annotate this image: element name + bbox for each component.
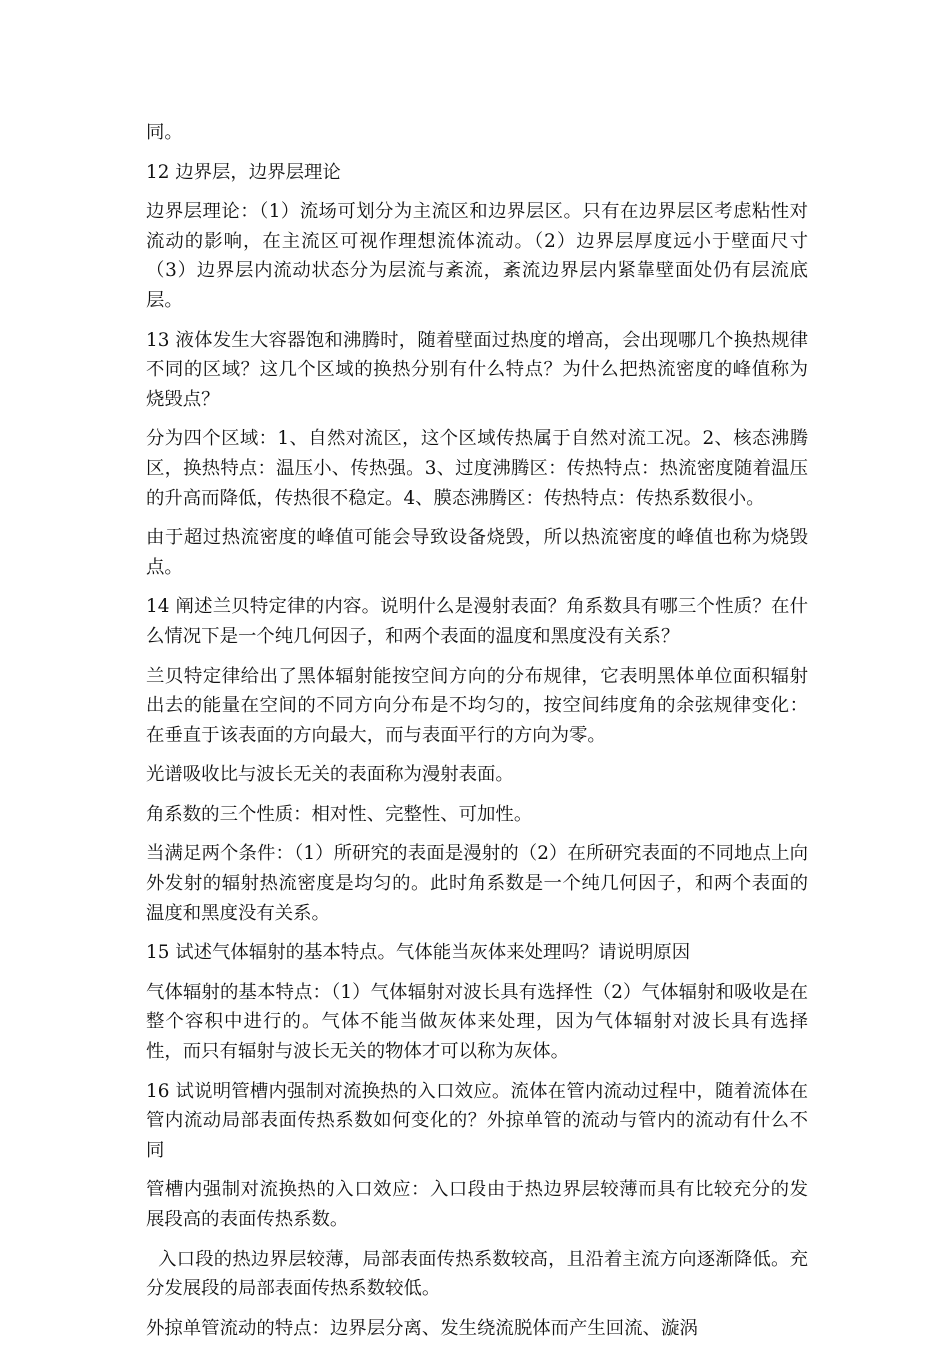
paragraph-continuation: 同。 [146,122,183,143]
answer-12-boundary-layer-theory: 边界层理论：（1）流场可划分为主流区和边界层区。只有在边界层区考虑粘性对流动的影响，在主流区可视作理想流体流动。（2）边界层厚度远小于壁面尺寸 （3）边界层内流动状态分为层流与紊流，紊流边界层内紧靠壁面处仍有层流底层。 [146,201,814,311]
answer-14-diffuse-surface: 光谱吸收比与波长无关的表面称为漫射表面。 [146,764,514,786]
answer-14-geometric-factor-conditions: 当满足两个条件：（1）所研究的表面是漫射的（2）在所研究表面的不同地点上向外发射的辐射热流密度是均匀的。此时角系数是一个纯几何因子，和两个表面的温度和黑度没有关系。 [146,843,808,924]
answer-13-boiling-regions: 分为四个区域：1、自然对流区，这个区域传热属于自然对流工况。2、核态沸腾区，换热特点：温压小、传热强。3、过度沸腾区：传热特点：热流密度随着温压的升高而降低，传热很不稳定。4、膜态沸腾区：传热特点：传热系数很小。 [146,428,808,509]
question-12-heading: 12 边界层，边界层理论 [146,161,341,183]
question-15-heading: 15 试述气体辐射的基本特点。气体能当灰体来处理吗？请说明原因 [146,942,691,964]
question-13-heading: 13 液体发生大容器饱和沸腾时，随着壁面过热度的增高，会出现哪几个换热规律不同的区域？这几个区域的换热分别有什么特点？为什么把热流密度的峰值称为烧毁点？ [146,329,808,410]
answer-13-burnout-point: 由于超过热流密度的峰值可能会导致设备烧毁，所以热流密度的峰值也称为烧毁点。 [146,527,808,578]
question-16-heading: 16 试说明管槽内强制对流换热的入口效应。流体在管内流动过程中，随着流体在管内流动局部表面传热系数如何变化的？外掠单管的流动与管内的流动有什么不同 [146,1080,808,1161]
answer-14-lambert-law: 兰贝特定律给出了黑体辐射能按空间方向的分布规律，它表明黑体单位面积辐射出去的能量在空间的不同方向分布是不均匀的，按空间纬度角的余弦规律变化：在垂直于该表面的方向最大，而与表面平行的方向为零。 [146,665,808,746]
answer-16-entrance-effect: 管槽内强制对流换热的入口效应：入口段由于热边界层较薄而具有比较充分的发展段高的表面传热系数。 [146,1179,808,1230]
answer-14-view-factor-properties: 角系数的三个性质：相对性、完整性、可加性。 [146,803,533,825]
answer-15-gas-radiation: 气体辐射的基本特点：（1）气体辐射对波长具有选择性（2）气体辐射和吸收是在整个容积中进行的。气体不能当做灰体来处理，因为气体辐射对波长具有选择性，而只有辐射与波长无关的物体才可以称为灰体。 [146,981,808,1063]
document-page [146,118,814,1353]
answer-16-local-coefficient: 入口段的热边界层较薄，局部表面传热系数较高，且沿着主流方向逐渐降低。充分发展段的局部表面传热系数较低。 [146,1248,808,1300]
question-14-heading: 14 阐述兰贝特定律的内容。说明什么是漫射表面？角系数具有哪三个性质？在什么情况下是一个纯几何因子，和两个表面的温度和黑度没有关系？ [146,596,808,647]
answer-16-cross-flow-single-tube: 外掠单管流动的特点：边界层分离、发生绕流脱体而产生回流、漩涡 [146,1317,698,1339]
